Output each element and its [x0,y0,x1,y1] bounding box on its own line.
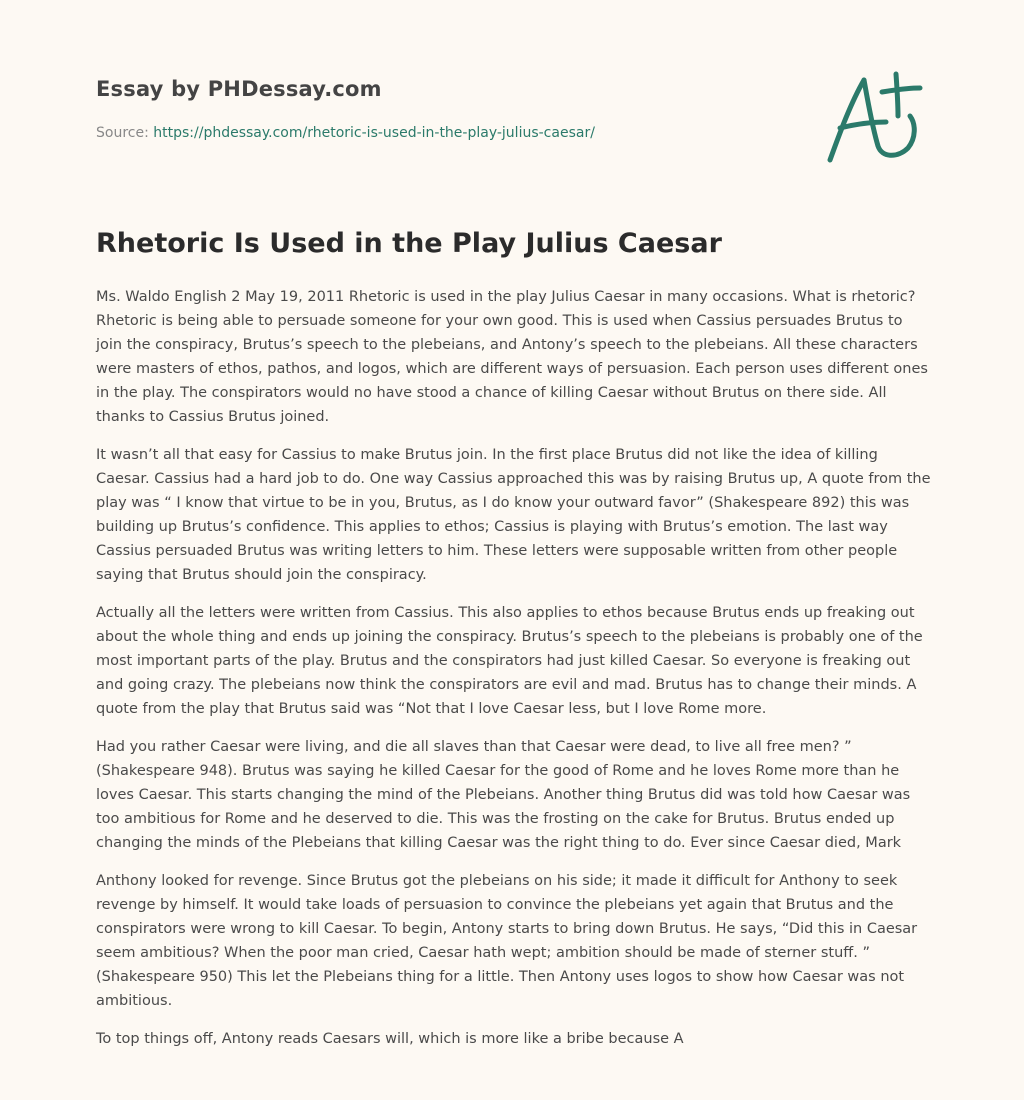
essay-body [96,285,931,1065]
source-line [96,122,796,144]
a-plus-grade-icon [820,66,930,166]
site-title: Essay by PHDessay.com [96,77,382,101]
essay-paragraph: Ms. Waldo English 2 May 19, 2011 Rhetoric is used in the play Julius Caesar in many occasions. What is rhetoric? Rhetoric is being able to persuade someone for your own good. This is used when Cassius persuades Brutus to join the conspiracy, Brutus’s speech to the plebeians, and Antony’s speech to the plebeians. All these characters were masters of ethos, pathos, and logos, which are different ways of persuasion. Each person uses different ones in the play. The conspirators would no have stood a chance of killing Caesar without Brutus on there side. All thanks to Cassius Brutus joined. [96,289,928,425]
essay-paragraph: Anthony looked for revenge. Since Brutus got the plebeians on his side; it made it difficult for Anthony to seek revenge by himself. It would take loads of persuasion to convince the plebeians yet again that Brutus and the conspirators were wrong to kill Caesar. To begin, Antony starts to bring down Brutus. He says, “Did this in Caesar seem ambitious? When the poor man cried, Caesar hath wept; ambition should be made of sterner stuff. ” (Shakespeare 950) This let the Plebeians thing for a little. Then Antony uses logos to show how Caesar was not ambitious. [96,873,918,1009]
page-header [96,72,796,144]
source-label: Source: [96,125,149,141]
essay-paragraph: Actually all the letters were written from Cassius. This also applies to ethos because Brutus ends up freaking out about the whole thing and ends up joining the conspiracy. Brutus’s speech to the plebeians is probably one of the most important parts of the play. Brutus and the conspirators had just killed Caesar. So everyone is freaking out and going crazy. The plebeians now think the conspirators are evil and mad. Brutus has to change their minds. A quote from the play that Brutus said was “Not that I love Caesar less, but I love Rome more. [96,605,923,717]
essay-title: Rhetoric Is Used in the Play Julius Caesar [96,228,722,259]
essay-paragraph: To top things off, Antony reads Caesars will, which is more like a bribe because A [96,1031,684,1047]
essay-paragraph: It wasn’t all that easy for Cassius to make Brutus join. In the first place Brutus did not like the idea of killing Caesar. Cassius had a hard job to do. One way Cassius approached this was by raising Brutus up, A quote from the play was “ I know that virtue to be in you, Brutus, as I do know your outward favor” (Shakespeare 892) this was building up Brutus’s confidence. This applies to ethos; Cassius is playing with Brutus’s emotion. The last way Cassius persuaded Brutus was writing letters to him. These letters were supposable written from other people saying that Brutus should join the conspiracy. [96,447,931,583]
source-link[interactable]: https://phdessay.com/rhetoric-is-used-in-the-play-julius-caesar/ [153,125,595,141]
essay-paragraph: Had you rather Caesar were living, and die all slaves than that Caesar were dead, to live all free men? ” (Shakespeare 948). Brutus was saying he killed Caesar for the good of Rome and he loves Rome more than he loves Caesar. This starts changing the mind of the Plebeians. Another thing Brutus did was told how Caesar was too ambitious for Rome and he deserved to die. This was the frosting on the cake for Brutus. Brutus ended up changing the minds of the Plebeians that killing Caesar was the right thing to do. Ever since Caesar died, Mark [96,739,911,851]
